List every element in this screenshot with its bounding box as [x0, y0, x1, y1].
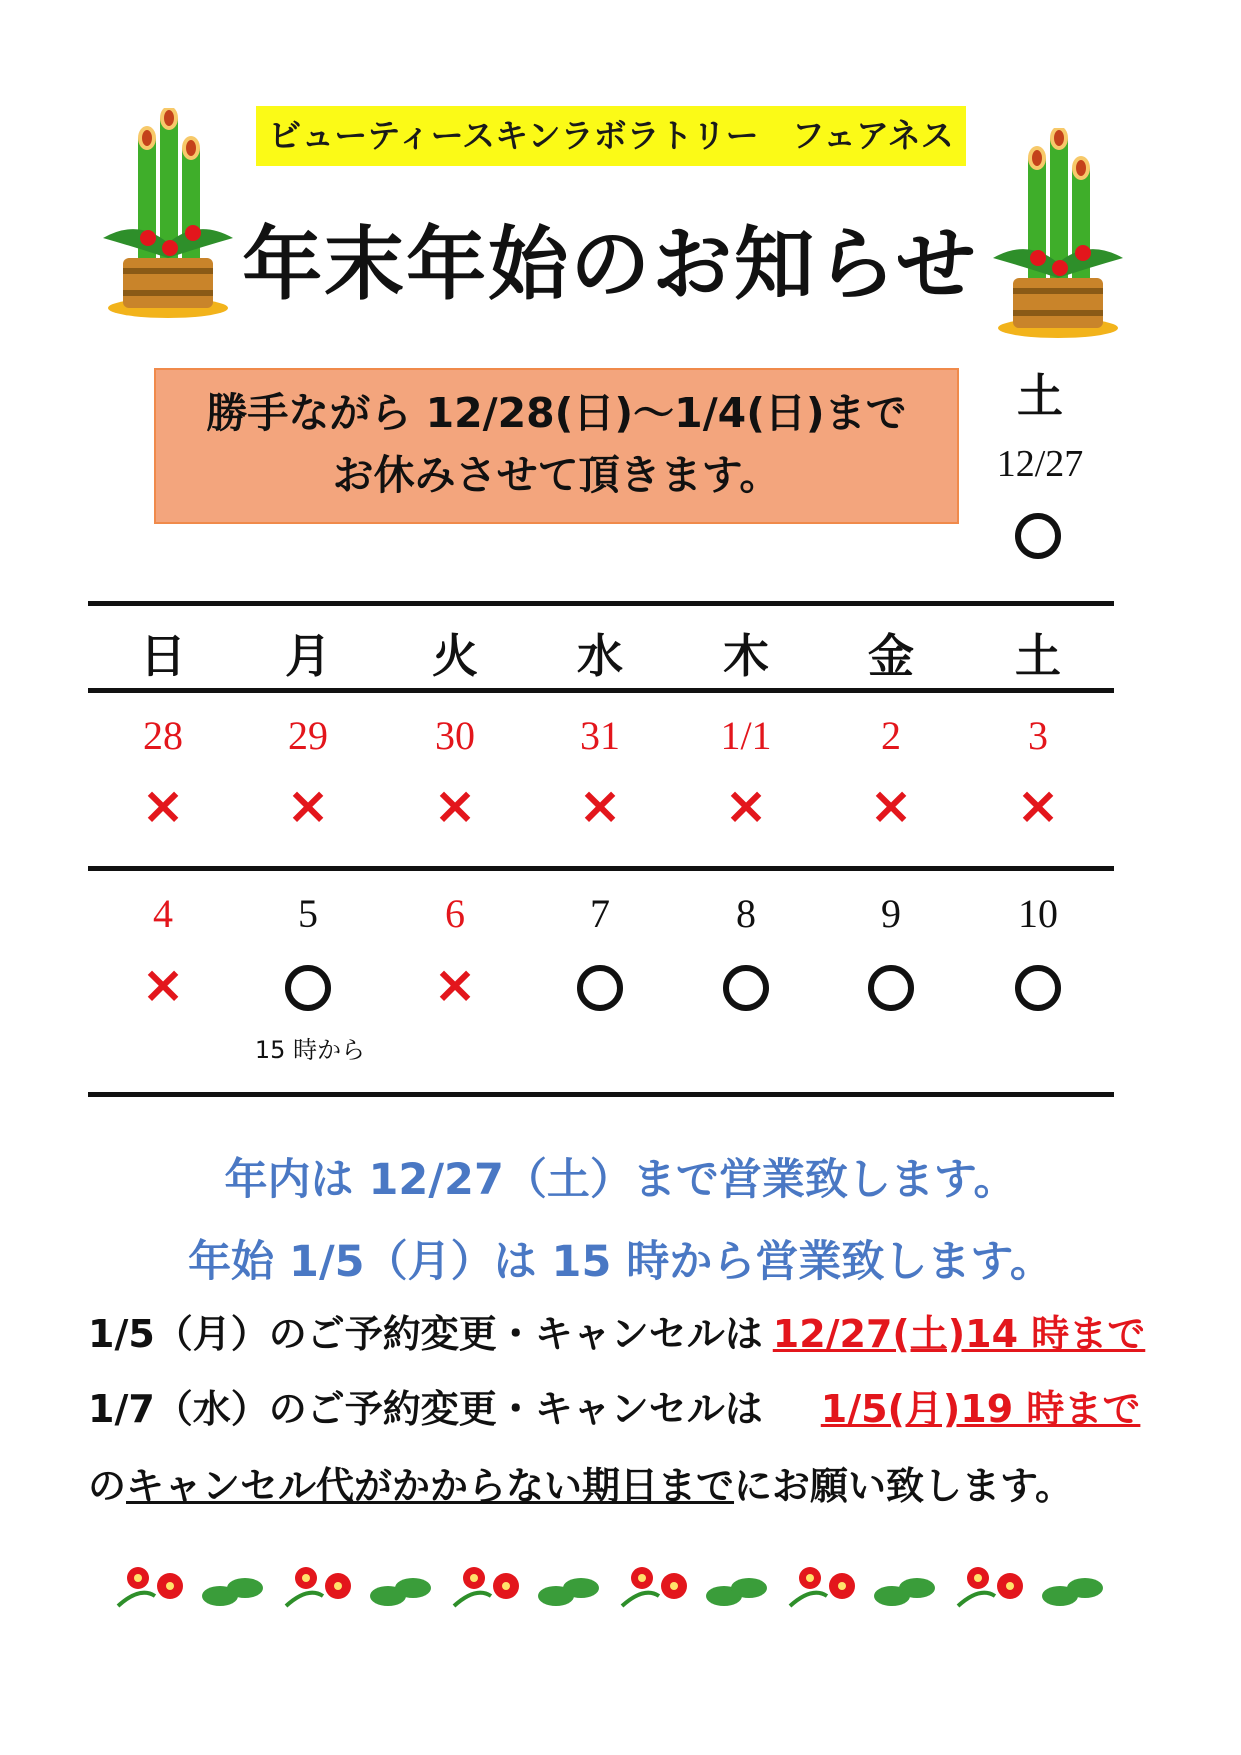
date-cell: 28	[143, 713, 183, 758]
open-circle-icon	[285, 965, 331, 1011]
date-cell: 7	[590, 891, 610, 936]
prev-day-date: 12/27	[996, 443, 1084, 485]
closed-cross-icon: ×	[724, 776, 768, 836]
kadomatsu-icon-right	[988, 128, 1128, 338]
closure-notice-line2: お休みさせて頂きます。	[332, 451, 781, 499]
calendar-rule-top	[88, 601, 1114, 606]
date-cell: 6	[445, 891, 465, 936]
open-circle-icon	[577, 965, 623, 1011]
info-line-request	[88, 1455, 1073, 1510]
closed-cross-icon: ×	[286, 776, 330, 836]
date-cell: 2	[881, 713, 901, 758]
info-line-change-2	[88, 1378, 1140, 1433]
closed-cross-icon: ×	[869, 776, 913, 836]
closed-cross-icon: ×	[578, 776, 622, 836]
calendar-rule-header	[88, 688, 1114, 693]
calendar-rule-week1	[88, 866, 1114, 871]
open-circle-icon	[723, 965, 769, 1011]
monday-hours-note: 15 時から	[254, 1036, 366, 1064]
date-cell: 30	[435, 713, 475, 758]
closed-cross-icon: ×	[433, 776, 477, 836]
calendar-rule-bottom	[88, 1092, 1114, 1097]
closure-notice-box	[154, 368, 959, 524]
date-cell: 1/1	[720, 713, 772, 758]
info-line-change-1	[88, 1303, 1145, 1358]
date-cell: 29	[288, 713, 328, 758]
weekday-sun: 日	[140, 629, 186, 683]
open-circle-icon	[868, 965, 914, 1011]
request-c: にお願い致します。	[734, 1464, 1073, 1508]
date-cell: 10	[1018, 891, 1058, 936]
request-a: の	[88, 1464, 127, 1508]
weekday-fri: 金	[868, 629, 914, 683]
closure-notice-line1: 勝手ながら 12/28(日)～1/4(日)まで	[206, 389, 907, 437]
kadomatsu-icon-left	[98, 108, 238, 318]
date-cell: 5	[298, 891, 318, 936]
change-1-text: 1/5（月）のご予約変更・キャンセルは	[88, 1312, 763, 1356]
plum-flower-icon	[118, 1567, 183, 1606]
change-1-deadline: 12/27(土)14 時まで	[772, 1312, 1146, 1356]
closed-cross-icon: ×	[141, 776, 185, 836]
request-b: キャンセル代がかからない期日まで	[126, 1464, 735, 1508]
open-circle-icon	[1015, 513, 1061, 559]
date-cell: 8	[736, 891, 756, 936]
info-line-year-end: 年内は 12/27（土）まで営業致します。	[224, 1155, 1017, 1205]
closed-cross-icon: ×	[433, 955, 477, 1015]
weekday-sat: 土	[1015, 629, 1061, 683]
plum-pine-border	[110, 1556, 1120, 1616]
date-cell: 4	[153, 891, 173, 936]
weekday-thu: 木	[723, 629, 769, 683]
weekday-wed: 水	[577, 629, 623, 683]
page-title: 年末年始のお知らせ	[242, 218, 978, 311]
date-cell: 9	[881, 891, 901, 936]
weekday-tue: 火	[432, 629, 478, 683]
shop-name: ビューティースキンラボラトリー フェアネス	[256, 106, 966, 166]
closed-cross-icon: ×	[1016, 776, 1060, 836]
open-circle-icon	[1015, 965, 1061, 1011]
closed-cross-icon: ×	[141, 955, 185, 1015]
pine-icon	[202, 1578, 263, 1606]
info-line-new-year: 年始 1/5（月）は 15 時から営業致します。	[188, 1237, 1053, 1287]
prev-day-weekday: 土	[1017, 369, 1063, 423]
date-cell: 3	[1028, 713, 1048, 758]
weekday-mon: 月	[285, 629, 331, 683]
change-2-deadline: 1/5(月)19 時まで	[820, 1387, 1141, 1431]
date-cell: 31	[580, 713, 620, 758]
change-2-text: 1/7（水）のご予約変更・キャンセルは	[88, 1387, 763, 1431]
